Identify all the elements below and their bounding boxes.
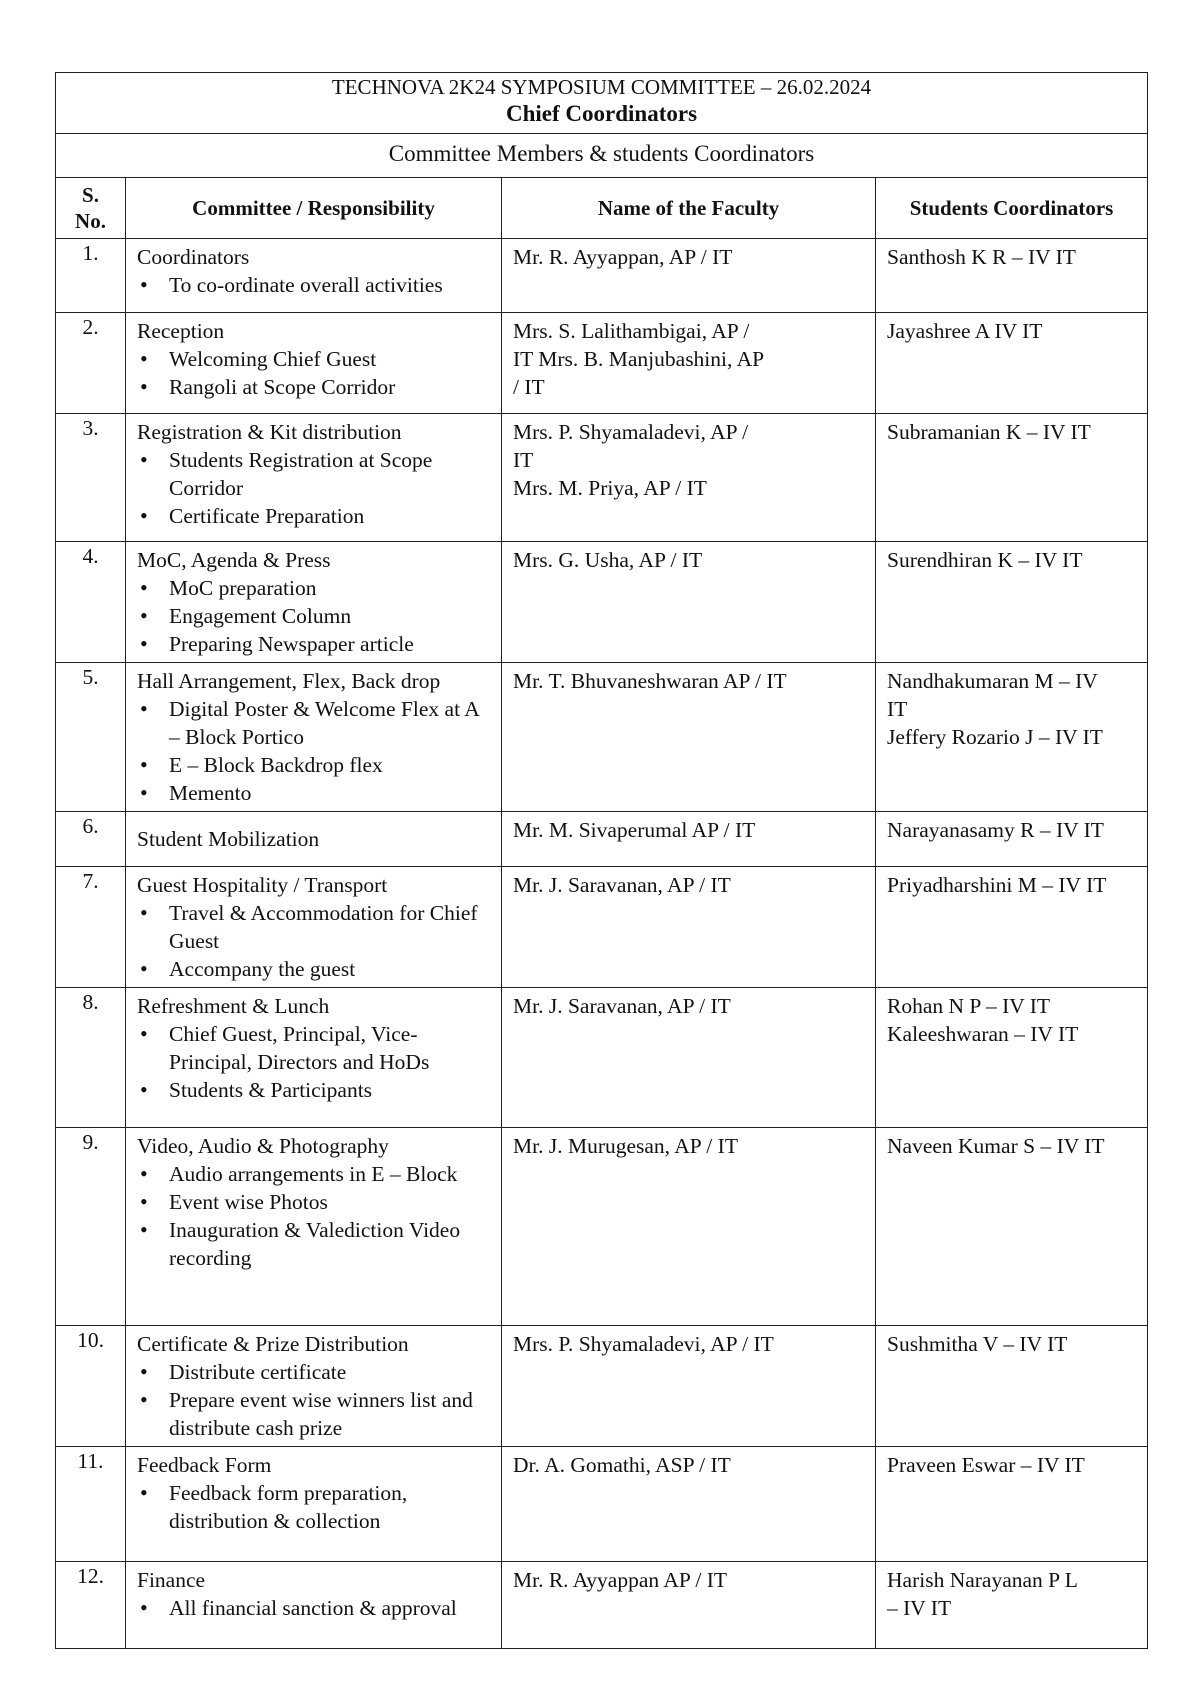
student-coordinator: Naveen Kumar S – IV IT — [887, 1134, 1105, 1158]
student-coordinator: Santhosh K R – IV IT — [887, 245, 1076, 269]
row-faculty — [502, 313, 876, 414]
responsibility-title: Certificate & Prize Distribution — [137, 1332, 409, 1356]
responsibility-item: • All financial sanction & approval — [169, 1594, 490, 1622]
responsibility-item: • Feedback form preparation, distribution & collection — [169, 1479, 490, 1535]
responsibility-title: Student Mobilization — [137, 827, 320, 851]
faculty-name: IT Mrs. B. Manjubashini, AP — [513, 347, 765, 371]
row-responsibility — [126, 1128, 502, 1326]
row-students — [876, 1447, 1148, 1562]
row-students — [876, 867, 1148, 988]
row-sno: 1. — [56, 239, 126, 313]
table-row — [56, 812, 1148, 867]
header-students: Students Coordinators — [876, 178, 1148, 239]
row-sno: 7. — [56, 867, 126, 988]
row-faculty — [502, 414, 876, 542]
responsibility-title: Guest Hospitality / Transport — [137, 873, 388, 897]
responsibility-item: • Travel & Accommodation for Chief Guest — [169, 899, 490, 955]
responsibility-item: • Rangoli at Scope Corridor — [169, 373, 490, 401]
row-sno: 8. — [56, 988, 126, 1128]
responsibility-title: Coordinators — [137, 245, 250, 269]
responsibility-list — [137, 695, 490, 807]
responsibility-list — [137, 1160, 490, 1272]
table-row — [56, 239, 1148, 313]
faculty-name: Mrs. M. Priya, AP / IT — [513, 476, 707, 500]
responsibility-title: Feedback Form — [137, 1453, 272, 1477]
responsibility-list — [137, 1020, 490, 1104]
responsibility-title: MoC, Agenda & Press — [137, 548, 331, 572]
row-faculty — [502, 542, 876, 663]
faculty-name: IT — [513, 448, 534, 472]
table-row — [56, 1128, 1148, 1326]
row-responsibility — [126, 867, 502, 988]
row-students — [876, 313, 1148, 414]
responsibility-list — [137, 899, 490, 983]
responsibility-list — [137, 1594, 490, 1622]
row-students — [876, 542, 1148, 663]
responsibility-item: • MoC preparation — [169, 574, 490, 602]
responsibility-list — [137, 1479, 490, 1535]
responsibility-item: • E – Block Backdrop flex — [169, 751, 490, 779]
responsibility-item: • Memento — [169, 779, 490, 807]
row-students — [876, 1562, 1148, 1649]
faculty-name: Dr. A. Gomathi, ASP / IT — [513, 1453, 731, 1477]
row-faculty — [502, 239, 876, 313]
responsibility-item: • Digital Poster & Welcome Flex at A – Block Portico — [169, 695, 490, 751]
row-students — [876, 988, 1148, 1128]
faculty-name: Mr. R. Ayyappan, AP / IT — [513, 245, 733, 269]
row-students — [876, 239, 1148, 313]
table-body — [56, 239, 1148, 1649]
title-cell — [56, 73, 1148, 134]
student-coordinator: Jayashree A IV IT — [887, 319, 1043, 343]
student-coordinator: Harish Narayanan P L — [887, 1568, 1078, 1592]
faculty-name: Mr. M. Sivaperumal AP / IT — [513, 818, 756, 842]
row-students — [876, 1326, 1148, 1447]
student-coordinator: Subramanian K – IV IT — [887, 420, 1091, 444]
row-sno: 2. — [56, 313, 126, 414]
student-coordinator: Rohan N P – IV IT — [887, 994, 1051, 1018]
header-faculty: Name of the Faculty — [502, 178, 876, 239]
row-faculty — [502, 1326, 876, 1447]
responsibility-title: Registration & Kit distribution — [137, 420, 402, 444]
subtitle-row — [56, 134, 1148, 178]
responsibility-list — [137, 345, 490, 401]
table-row — [56, 542, 1148, 663]
row-responsibility — [126, 663, 502, 812]
row-faculty — [502, 988, 876, 1128]
responsibility-title: Video, Audio & Photography — [137, 1134, 389, 1158]
header-sno — [56, 178, 126, 239]
responsibility-item: • Chief Guest, Principal, Vice-Principal, Directors and HoDs — [169, 1020, 490, 1076]
row-sno: 4. — [56, 542, 126, 663]
row-responsibility — [126, 1562, 502, 1649]
faculty-name: Mr. J. Saravanan, AP / IT — [513, 994, 731, 1018]
responsibility-title: Hall Arrangement, Flex, Back drop — [137, 669, 441, 693]
faculty-name: Mr. J. Saravanan, AP / IT — [513, 873, 731, 897]
responsibility-item: • Distribute certificate — [169, 1358, 490, 1386]
row-sno: 9. — [56, 1128, 126, 1326]
table-row — [56, 1562, 1148, 1649]
responsibility-item: • Audio arrangements in E – Block — [169, 1160, 490, 1188]
row-sno: 12. — [56, 1562, 126, 1649]
header-row — [56, 178, 1148, 239]
responsibility-item: • Preparing Newspaper article — [169, 630, 490, 658]
row-faculty — [502, 1447, 876, 1562]
responsibility-item: • Engagement Column — [169, 602, 490, 630]
faculty-name: Mrs. P. Shyamaladevi, AP / IT — [513, 1332, 774, 1356]
row-sno: 5. — [56, 663, 126, 812]
responsibility-item: • Certificate Preparation — [169, 502, 490, 530]
student-coordinator: Priyadharshini M – IV IT — [887, 873, 1107, 897]
student-coordinator: IT — [887, 697, 908, 721]
faculty-name: Mr. T. Bhuvaneshwaran AP / IT — [513, 669, 787, 693]
faculty-name: Mrs. S. Lalithambigai, AP / — [513, 319, 750, 343]
header-sno-line2: No. — [75, 209, 106, 233]
student-coordinator: Praveen Eswar – IV IT — [887, 1453, 1085, 1477]
responsibility-list — [137, 1358, 490, 1442]
row-responsibility — [126, 542, 502, 663]
row-sno: 11. — [56, 1447, 126, 1562]
faculty-name: / IT — [513, 375, 545, 399]
table-row — [56, 1447, 1148, 1562]
responsibility-title: Refreshment & Lunch — [137, 994, 330, 1018]
row-responsibility — [126, 239, 502, 313]
row-faculty — [502, 867, 876, 988]
row-responsibility — [126, 988, 502, 1128]
title-row — [56, 73, 1148, 134]
row-faculty — [502, 663, 876, 812]
table-row — [56, 867, 1148, 988]
responsibility-list — [137, 271, 490, 299]
table-row — [56, 414, 1148, 542]
row-students — [876, 663, 1148, 812]
faculty-name: Mr. R. Ayyappan AP / IT — [513, 1568, 728, 1592]
student-coordinator: – IV IT — [887, 1596, 952, 1620]
table-row — [56, 988, 1148, 1128]
responsibility-title: Reception — [137, 319, 225, 343]
row-students — [876, 812, 1148, 867]
committee-table — [55, 72, 1148, 1649]
row-responsibility — [126, 313, 502, 414]
responsibility-item: • Students Registration at Scope Corridor — [169, 446, 490, 502]
faculty-name: Mrs. P. Shyamaladevi, AP / — [513, 420, 749, 444]
student-coordinator: Kaleeshwaran – IV IT — [887, 1022, 1079, 1046]
row-faculty — [502, 1128, 876, 1326]
responsibility-list — [137, 574, 490, 658]
row-responsibility — [126, 414, 502, 542]
row-students — [876, 1128, 1148, 1326]
row-sno: 6. — [56, 812, 126, 867]
row-faculty — [502, 1562, 876, 1649]
table-row — [56, 1326, 1148, 1447]
responsibility-item: • Students & Participants — [169, 1076, 490, 1104]
row-students — [876, 414, 1148, 542]
responsibility-item: • Accompany the guest — [169, 955, 490, 983]
student-coordinator: Jeffery Rozario J – IV IT — [887, 725, 1103, 749]
row-faculty — [502, 812, 876, 867]
responsibility-list — [137, 446, 490, 530]
header-sno-line1: S. — [82, 183, 99, 207]
row-sno: 10. — [56, 1326, 126, 1447]
row-responsibility — [126, 812, 502, 867]
row-responsibility — [126, 1447, 502, 1562]
document-title: TECHNOVA 2K24 SYMPOSIUM COMMITTEE – 26.02.2024 — [331, 75, 872, 99]
chief-coordinators-heading: Chief Coordinators — [506, 101, 698, 126]
student-coordinator: Surendhiran K – IV IT — [887, 548, 1083, 572]
row-responsibility — [126, 1326, 502, 1447]
responsibility-item: • To co-ordinate overall activities — [169, 271, 490, 299]
header-responsibility: Committee / Responsibility — [126, 178, 502, 239]
responsibility-title: Finance — [137, 1568, 206, 1592]
student-coordinator: Narayanasamy R – IV IT — [887, 818, 1104, 842]
student-coordinator: Nandhakumaran M – IV — [887, 669, 1098, 693]
responsibility-item: • Event wise Photos — [169, 1188, 490, 1216]
responsibility-item: • Prepare event wise winners list and distribute cash prize — [169, 1386, 490, 1442]
student-coordinator: Sushmitha V – IV IT — [887, 1332, 1068, 1356]
responsibility-item: • Welcoming Chief Guest — [169, 345, 490, 373]
faculty-name: Mrs. G. Usha, AP / IT — [513, 548, 703, 572]
responsibility-item: • Inauguration & Valediction Video recording — [169, 1216, 490, 1272]
table-row — [56, 313, 1148, 414]
table-row — [56, 663, 1148, 812]
section-subtitle: Committee Members & students Coordinators — [56, 134, 1148, 178]
row-sno: 3. — [56, 414, 126, 542]
faculty-name: Mr. J. Murugesan, AP / IT — [513, 1134, 738, 1158]
